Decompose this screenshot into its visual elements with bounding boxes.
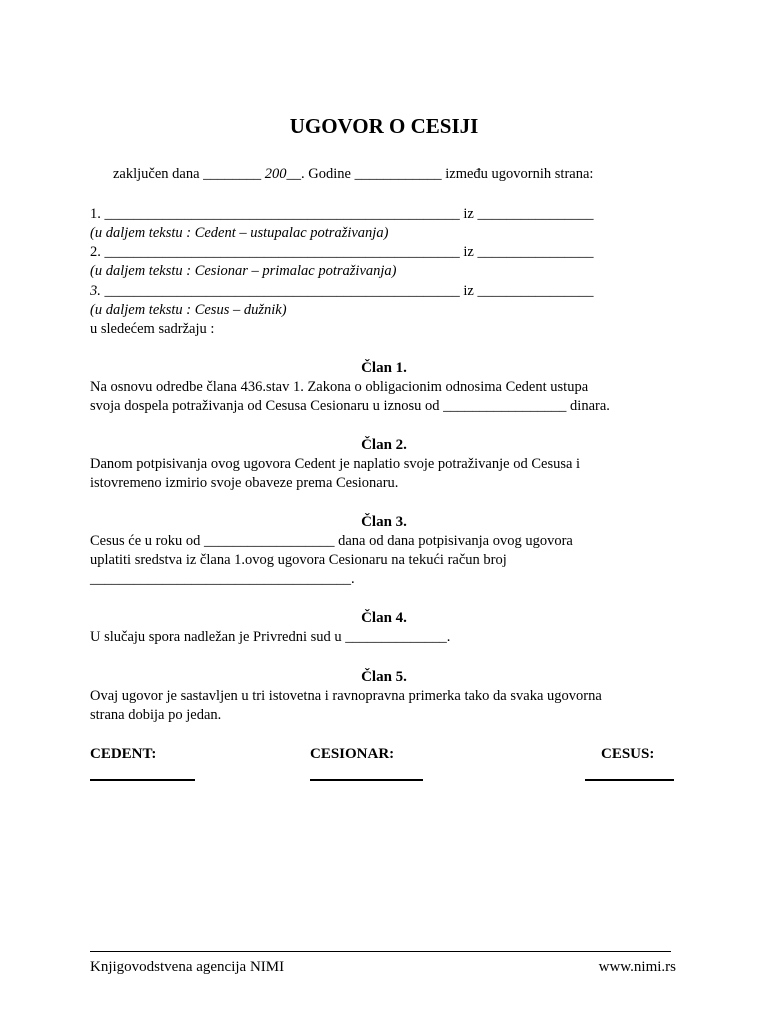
party-3-note: (u daljem tekstu : Cesus – dužnik) — [90, 302, 287, 318]
intro-year: 200__ — [264, 166, 302, 182]
footer-website-link[interactable]: www.nimi.rs — [598, 959, 676, 975]
article-5-line-2: strana dobija po jedan. — [90, 707, 222, 723]
article-2-heading: Član 2. — [361, 437, 407, 453]
party-1-line — [90, 205, 593, 224]
signature-line-cesus — [585, 779, 674, 781]
intro-prefix: zaključen dana ________ — [113, 166, 265, 182]
article-2-line-1: Danom potpisivanja ovog ugovora Cedent je naplatio svoje potraživanje od Cesusa i — [90, 456, 581, 472]
intro-line — [113, 165, 593, 184]
party-2-line — [90, 243, 593, 262]
signature-line-cedent — [90, 779, 195, 781]
article-1-line-2: svoja dospela potraživanja od Cesusa Cesionaru u iznosu od _________________ dinara. — [90, 398, 610, 414]
article-1-heading: Član 1. — [361, 360, 407, 376]
signature-line-cesionar — [310, 779, 423, 781]
article-3-heading: Član 3. — [361, 514, 407, 530]
party-3-line — [90, 282, 593, 301]
article-3-text — [90, 532, 690, 589]
article-3-line-2: uplatiti sredstva iz člana 1.ovog ugovora Cesionaru na tekući račun broj — [90, 552, 507, 568]
content-intro: u sledećem sadržaju : — [90, 321, 215, 337]
party-1-note: (u daljem tekstu : Cedent – ustupalac potraživanja) — [90, 225, 389, 241]
article-1-text — [90, 378, 690, 416]
article-1-line-1: Na osnovu odredbe člana 436.stav 1. Zakona o obligacionim odnosima Cedent ustupa — [90, 379, 589, 395]
footer-divider — [90, 951, 671, 952]
article-3-line-3: ____________________________________. — [90, 571, 355, 587]
signature-label-cesus: CESUS: — [601, 746, 655, 762]
article-4-text — [90, 628, 690, 647]
signature-label-cedent: CEDENT: — [90, 746, 157, 762]
article-5-line-1: Ovaj ugovor je sastavljen u tri istovetna i ravnopravna primerka tako da svaka ugovorna — [90, 688, 602, 704]
party-2-note: (u daljem tekstu : Cesionar – primalac potraživanja) — [90, 263, 397, 279]
document-title: UGOVOR O CESIJI — [289, 114, 479, 138]
article-3-line-1: Cesus će u roku od __________________ dana od dana potpisivanja ovog ugovora — [90, 533, 573, 549]
party-1-fields: _________________________________________________ iz ________________ — [100, 206, 594, 222]
intro-suffix: . Godine ____________ između ugovornih strana: — [301, 166, 594, 182]
article-2-text — [90, 455, 690, 493]
signature-label-cesionar: CESIONAR: — [310, 746, 395, 762]
article-4-heading: Član 4. — [361, 610, 407, 626]
article-5-heading: Član 5. — [361, 669, 407, 685]
party-2-number: 2. — [90, 244, 101, 260]
party-2-fields: _________________________________________________ iz ________________ — [100, 244, 594, 260]
article-2-line-2: istovremeno izmirio svoje obaveze prema Cesionaru. — [90, 475, 399, 491]
party-3-fields: _________________________________________________ iz ________________ — [100, 283, 594, 299]
article-4-line-1: U slučaju spora nadležan je Privredni sud u ______________. — [90, 629, 451, 645]
article-5-text — [90, 687, 690, 725]
footer-agency-name: Knjigovodstvena agencija NIMI — [90, 959, 285, 975]
party-3-number: 3. — [90, 283, 101, 299]
party-1-number: 1. — [90, 206, 101, 222]
